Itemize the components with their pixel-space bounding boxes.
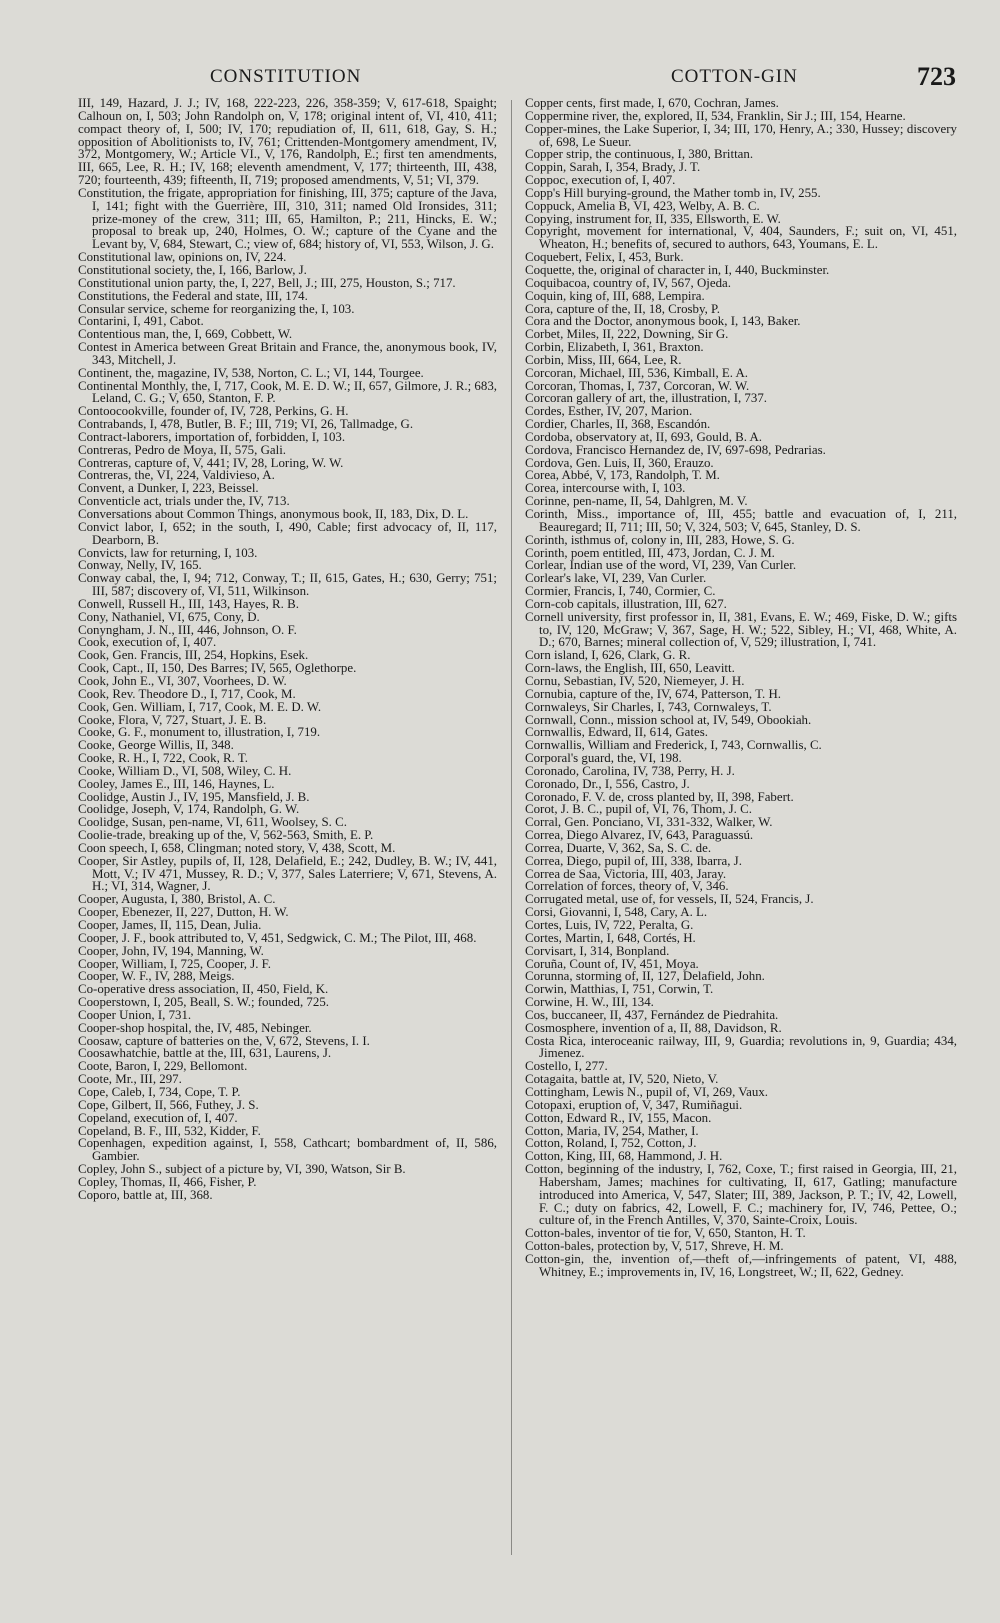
index-entry: Corral, Gen. Ponciano, VI, 331-332, Walker, W. bbox=[525, 815, 773, 830]
index-entry: Coote, Mr., III, 297. bbox=[78, 1072, 182, 1087]
index-entry: Cooper, John, IV, 194, Manning, W. bbox=[78, 943, 264, 958]
index-entry: Correa, Diego, pupil of, III, 338, Ibarra, J. bbox=[525, 853, 742, 868]
index-entry: Corrugated metal, use of, for vessels, II, 524, Francis, J. bbox=[525, 892, 814, 907]
index-entry: Cooperstown, I, 205, Beall, S. W.; founded, 725. bbox=[78, 995, 329, 1010]
index-entry: Continental Monthly, the, I, 717, Cook, M. E. D. W.; II, 657, Gilmore, J. R.; 683, Leland, C. G.; V, 650, Stanton, F. P. bbox=[78, 378, 497, 406]
index-entry: Convict labor, I, 652; in the south, I, 490, Cable; first advocacy of, II, 117, Dearborn, B. bbox=[78, 519, 497, 547]
index-entry: Coporo, battle at, III, 368. bbox=[78, 1187, 213, 1202]
index-entry: Convent, a Dunker, I, 223, Beissel. bbox=[78, 481, 259, 496]
index-entry: Coon speech, I, 658, Clingman; noted story, V, 438, Scott, M. bbox=[78, 840, 396, 855]
index-entry: Coruña, Count of, IV, 451, Moya. bbox=[525, 956, 699, 971]
index-entry: Corea, Abbé, V, 173, Randolph, T. M. bbox=[525, 468, 720, 483]
index-entry: Costello, I, 277. bbox=[525, 1059, 608, 1074]
index-entry: Contentious man, the, I, 669, Cobbett, W. bbox=[78, 327, 293, 342]
index-entry: Corvisart, I, 314, Bonpland. bbox=[525, 943, 670, 958]
index-entry: Corwine, H. W., III, 134. bbox=[525, 995, 654, 1010]
index-entry: Cotton, beginning of the industry, I, 762, Coxe, T.; first raised in Georgia, III, 21, Habersham, James; machines for cultivating, II, 617, Gatling; manufacture introduced into America, V, 547, Slater; III, 389, Jackson, P. T.; IV, 42, Lowell, F. C.; duty on fabrics, 42, Lowell, F. C.; machinery for, IV, 746, Pettee, O.; culture of, in the French Antilles, V, 370, Sainte-Croix, Louis. bbox=[525, 1162, 957, 1228]
index-entry: Cooper, William, I, 725, Cooper, J. F. bbox=[78, 956, 272, 971]
page-number: 723 bbox=[917, 62, 956, 91]
index-entry: Cotagaita, battle at, IV, 520, Nieto, V. bbox=[525, 1072, 719, 1087]
index-entry: Continent, the, magazine, IV, 538, Norton, C. L.; VI, 144, Tourgee. bbox=[78, 365, 424, 380]
index-entry: Contest in America between Great Britain and France, the, anonymous book, IV, 343, Mitchell, J. bbox=[78, 340, 497, 367]
index-entry: Cook, John E., VI, 307, Voorhees, D. W. bbox=[78, 673, 287, 688]
index-entry: Coolie-trade, breaking up of the, V, 562-563, Smith, E. P. bbox=[78, 828, 374, 843]
index-entry: Coosawhatchie, battle at the, III, 631, Laurens, J. bbox=[78, 1046, 332, 1061]
index-entry: Cornu, Sebastian, IV, 520, Niemeyer, J. H. bbox=[525, 673, 745, 688]
index-entry: Coppermine river, the, explored, II, 534, Franklin, Sir J.; III, 154, Hearne. bbox=[525, 108, 906, 123]
index-entry: Correa de Saa, Victoria, III, 403, Jaray. bbox=[525, 866, 727, 881]
index-entry: Copeland, B. F., III, 532, Kidder, F. bbox=[78, 1123, 261, 1138]
index-entry: Corcoran, Thomas, I, 737, Corcoran, W. W. bbox=[525, 378, 750, 393]
index-entry: Cordoba, observatory at, II, 693, Gould, B. A. bbox=[525, 429, 763, 444]
index-entry: Conway cabal, the, I, 94; 712, Conway, T.; II, 615, Gates, H.; 630, Gerry; 751; III, 587; discovery of, VI, 511, Wilkinson. bbox=[78, 571, 497, 599]
index-entry: Coppuck, Amelia B, VI, 423, Welby, A. B. C. bbox=[525, 198, 760, 213]
index-entry: Corwin, Matthias, I, 751, Corwin, T. bbox=[525, 982, 714, 997]
index-entry: Corlear's lake, VI, 239, Van Curler. bbox=[525, 571, 707, 586]
index-entry: Cordes, Esther, IV, 207, Marion. bbox=[525, 404, 693, 419]
index-entry: Co-operative dress association, II, 450, Field, K. bbox=[78, 982, 329, 997]
index-entry: Cosmosphere, invention of a, II, 88, Davidson, R. bbox=[525, 1020, 782, 1035]
index-entry: Copley, Thomas, II, 466, Fisher, P. bbox=[78, 1174, 257, 1189]
index-entry: Coolidge, Austin J., IV, 195, Mansfield, J. B. bbox=[78, 789, 310, 804]
index-entry: Conwell, Russell H., III, 143, Hayes, R. B. bbox=[78, 596, 299, 611]
index-entry: Contreras, the, VI, 224, Valdivieso, A. bbox=[78, 468, 275, 483]
index-entry: Contreras, Pedro de Moya, II, 575, Gali. bbox=[78, 442, 286, 457]
index-entry: Cooley, James E., III, 146, Haynes, L. bbox=[78, 776, 275, 791]
index-entry: Cottingham, Lewis N., pupil of, VI, 269, Vaux. bbox=[525, 1084, 769, 1099]
index-entry: Cooper, Augusta, I, 380, Bristol, A. C. bbox=[78, 892, 276, 907]
index-entry: Cornwall, Conn., mission school at, IV, 549, Obookiah. bbox=[525, 712, 812, 727]
index-entry: Correa, Diego Alvarez, IV, 643, Paraguassú. bbox=[525, 828, 754, 843]
index-entry: Cornwaleys, Sir Charles, I, 743, Cornwaleys, T. bbox=[525, 699, 772, 714]
index-entry: Corn-laws, the English, III, 650, Leavitt. bbox=[525, 661, 735, 676]
index-entry: Constitutions, the Federal and state, III, 174. bbox=[78, 288, 308, 303]
index-entry: Cooke, Flora, V, 727, Stuart, J. E. B. bbox=[78, 712, 267, 727]
index-entry: Cotton-bales, protection by, V, 517, Shreve, H. M. bbox=[525, 1239, 784, 1254]
index-entry: Correlation of forces, theory of, V, 346. bbox=[525, 879, 729, 894]
index-entry: Copyright, movement for international, V, 404, Saunders, F.; suit on, VI, 451, Wheaton, H.; benefits of, secured to authors, 643, Youmans, E. L. bbox=[525, 224, 957, 252]
index-entry: Cook, Gen. William, I, 717, Cook, M. E. D. W. bbox=[78, 699, 322, 714]
index-entry: Cooper-shop hospital, the, IV, 485, Nebinger. bbox=[78, 1020, 312, 1035]
left-index-column bbox=[78, 97, 497, 1202]
index-entry: Cooke, George Willis, II, 348. bbox=[78, 738, 234, 753]
index-entry: Contarini, I, 491, Cabot. bbox=[78, 314, 204, 329]
index-entry: III, 149, Hazard, J. J.; IV, 168, 222-223, 226, 358-359; V, 617-618, Spaight; Calhoun on, I, 503; John Randolph on, V, 178; original intent of, VI, 410, 411; compact theory of, I, 500; IV, 170; repudiation of, II, 611, 618, Gay, S. H.; opposition of Abolitionists to, IV, 761; Crittenden-Montgomery amendment, IV, 372, Montgomery, W.; Article VI., V, 176, Randolph, E.; first ten amendments, III, 665, Lee, R. H.; IV, 168; eleventh amendment, V, 177; thirteenth, III, 438, 720; fourteenth, 439; fifteenth, II, 719; proposed amendments, V, 51; VI, 379. bbox=[78, 96, 497, 188]
running-header bbox=[0, 62, 1000, 92]
header-right-term: COTTON-GIN bbox=[671, 66, 798, 87]
index-entry: Cornwallis, Edward, II, 614, Gates. bbox=[525, 725, 708, 740]
index-entry: Coquin, king of, III, 688, Lempira. bbox=[525, 288, 705, 303]
index-entry: Copp's Hill burying-ground, the Mather tomb in, IV, 255. bbox=[525, 185, 821, 200]
index-entry: Cotton-gin, the, invention of,—theft of,—infringements of patent, VI, 488, Whitney, E.; improvements in, IV, 16, Longstreet, W.; II, 622, Gedney. bbox=[525, 1251, 957, 1279]
index-entry: Corea, intercourse with, I, 103. bbox=[525, 481, 686, 496]
index-entry: Coronado, F. V. de, cross planted by, II, 398, Fabert. bbox=[525, 789, 794, 804]
index-entry: Cook, execution of, I, 407. bbox=[78, 635, 217, 650]
index-entry: Coquibacoa, country of, IV, 567, Ojeda. bbox=[525, 275, 731, 290]
index-entry: Coosaw, capture of batteries on the, V, 672, Stevens, I. I. bbox=[78, 1033, 370, 1048]
index-entry: Cooke, G. F., monument to, illustration, I, 719. bbox=[78, 725, 321, 740]
index-entry: Consular service, scheme for reorganizing the, I, 103. bbox=[78, 301, 355, 316]
index-entry: Cook, Rev. Theodore D., I, 717, Cook, M. bbox=[78, 686, 296, 701]
index-entry: Corinth, Miss., importance of, III, 455; battle and evacuation of, I, 211, Beauregard; II, 711; III, 50; V, 324, 503; V, 645, Stanley, D. S. bbox=[525, 507, 957, 534]
index-entry: Coronado, Dr., I, 556, Castro, J. bbox=[525, 776, 690, 791]
index-entry: Cora, capture of the, II, 18, Crosby, P. bbox=[525, 301, 720, 316]
header-left-term: CONSTITUTION bbox=[210, 66, 362, 87]
index-entry: Conventicle act, trials under the, IV, 713. bbox=[78, 494, 290, 509]
index-entry: Costa Rica, interoceanic railway, III, 9, Guardia; revolutions in, 9, Guardia; 434, Jimenez. bbox=[525, 1033, 957, 1061]
index-entry: Corporal's guard, the, VI, 198. bbox=[525, 751, 682, 766]
index-entry: Contrabands, I, 478, Butler, B. F.; III, 719; VI, 26, Tallmadge, G. bbox=[78, 417, 414, 432]
index-entry: Corcoran gallery of art, the, illustration, I, 737. bbox=[525, 391, 767, 406]
index-entry: Coolidge, Joseph, V, 174, Randolph, G. W. bbox=[78, 802, 300, 817]
index-entry: Coquebert, Felix, I, 453, Burk. bbox=[525, 250, 684, 265]
index-entry: Cornubia, capture of the, IV, 674, Patterson, T. H. bbox=[525, 686, 781, 701]
index-entry: Cordova, Francisco Hernandez de, IV, 697-698, Pedrarias. bbox=[525, 442, 826, 457]
index-entry: Conyngham, J. N., III, 446, Johnson, O. F. bbox=[78, 622, 297, 637]
index-entry: Convicts, law for returning, I, 103. bbox=[78, 545, 258, 560]
index-entry: Copeland, execution of, I, 407. bbox=[78, 1110, 238, 1125]
index-entry: Copper strip, the continuous, I, 380, Brittan. bbox=[525, 147, 754, 162]
index-entry: Constitutional society, the, I, 166, Barlow, J. bbox=[78, 262, 307, 277]
index-entry: Corinne, pen-name, II, 54, Dahlgren, M. V. bbox=[525, 494, 748, 509]
index-entry: Cotton, Maria, IV, 254, Mather, I. bbox=[525, 1123, 699, 1138]
index-entry: Corinth, poem entitled, III, 473, Jordan, C. J. M. bbox=[525, 545, 775, 560]
index-entry: Cook, Capt., II, 150, Des Barres; IV, 565, Oglethorpe. bbox=[78, 661, 357, 676]
index-entry: Corunna, storming of, II, 127, Delafield, John. bbox=[525, 969, 765, 984]
index-entry: Copper cents, first made, I, 670, Cochran, James. bbox=[525, 96, 779, 110]
index-entry: Copying, instrument for, II, 335, Ellsworth, E. W. bbox=[525, 211, 781, 226]
index-entry: Cook, Gen. Francis, III, 254, Hopkins, Esek. bbox=[78, 648, 309, 663]
index-entry: Corinth, isthmus of, colony in, III, 283, Howe, S. G. bbox=[525, 532, 795, 547]
index-entry: Corcoran, Michael, III, 536, Kimball, E. A. bbox=[525, 365, 749, 380]
index-entry: Cooper, Ebenezer, II, 227, Dutton, H. W. bbox=[78, 905, 289, 920]
index-entry: Cotton, King, III, 68, Hammond, J. H. bbox=[525, 1149, 723, 1164]
index-entry: Constitution, the frigate, appropriation for finishing, III, 375; capture of the Java, I, 141; fight with the Guerrière, III, 310, 311; named Old Ironsides, 311; prize-money of the crew, 311; III, 65, Hamilton, P.; 211, Hincks, E. W.; proposal to break up, 240, Holmes, O. W.; capture of the Cyane and the Levant by, V, 684, Stewart, C.; view of, 684; history of, VI, 553, Wilson, J. G. bbox=[78, 185, 497, 252]
index-entry: Contreras, capture of, V, 441; IV, 28, Loring, W. W. bbox=[78, 455, 344, 470]
index-entry: Coronado, Carolina, IV, 738, Perry, H. J. bbox=[525, 763, 735, 778]
index-entry: Cornell university, first professor in, II, 381, Evans, E. W.; 469, Fiske, D. W.; gifts to, IV, 120, McGraw; V, 367, Sage, H. W.; 522, Sibley, H.; VI, 468, White, A. D.; 670, Barnes; mineral collection of, V, 529; illustration, I, 741. bbox=[525, 609, 957, 650]
index-entry: Cornwallis, William and Frederick, I, 743, Cornwallis, C. bbox=[525, 738, 822, 753]
index-entry: Corbin, Miss, III, 664, Lee, R. bbox=[525, 352, 682, 367]
index-entry: Cooke, R. H., I, 722, Cook, R. T. bbox=[78, 751, 248, 766]
index-entry: Cos, buccaneer, II, 437, Fernández de Piedrahita. bbox=[525, 1007, 779, 1022]
index-entry: Cordova, Gen. Luis, II, 360, Erauzo. bbox=[525, 455, 714, 470]
index-entry: Cooper, Sir Astley, pupils of, II, 128, Delafield, E.; 242, Dudley, B. W.; IV, 441, Mott, V.; IV 471, Mussey, R. D.; V, 377, Sales Laterriere; V, 671, Stevens, A. H.; VI, 314, Wagner, J. bbox=[78, 853, 497, 894]
index-entry: Conway, Nelly, IV, 165. bbox=[78, 558, 202, 573]
index-entry: Contoocookville, founder of, IV, 728, Perkins, G. H. bbox=[78, 404, 349, 419]
index-entry: Coppoc, execution of, I, 407. bbox=[525, 173, 676, 188]
index-entry: Constitutional union party, the, I, 227, Bell, J.; III, 275, Houston, S.; 717. bbox=[78, 275, 456, 290]
index-entry: Corbin, Elizabeth, I, 361, Braxton. bbox=[525, 340, 704, 355]
index-entry: Copley, John S., subject of a picture by, VI, 390, Watson, Sir B. bbox=[78, 1162, 406, 1177]
index-entry: Cortes, Luis, IV, 722, Peralta, G. bbox=[525, 918, 694, 932]
index-entry: Copenhagen, expedition against, I, 558, Cathcart; bombardment of, II, 586, Gambier. bbox=[78, 1136, 497, 1164]
column-divider bbox=[511, 100, 512, 1555]
index-entry: Corn island, I, 626, Clark, G. R. bbox=[525, 648, 691, 663]
index-entry: Conversations about Common Things, anonymous book, II, 183, Dix, D. L. bbox=[78, 507, 469, 521]
index-entry: Cotton, Roland, I, 752, Cotton, J. bbox=[525, 1136, 697, 1151]
index-entry: Corsi, Giovanni, I, 548, Cary, A. L. bbox=[525, 905, 708, 920]
index-entry: Cooke, William D., VI, 508, Wiley, C. H. bbox=[78, 763, 292, 778]
index-entry: Coppin, Sarah, I, 354, Brady, J. T. bbox=[525, 160, 701, 175]
index-entry: Cooper Union, I, 731. bbox=[78, 1007, 192, 1022]
index-entry: Cooper, W. F., IV, 288, Meigs. bbox=[78, 969, 235, 984]
index-entry: Correa, Duarte, V, 362, Sa, S. C. de. bbox=[525, 840, 712, 855]
index-entry: Cony, Nathaniel, VI, 675, Cony, D. bbox=[78, 609, 260, 624]
index-entry: Corlear, Indian use of the word, VI, 239, Van Curler. bbox=[525, 558, 797, 573]
index-entry: Cooper, J. F., book attributed to, V, 451, Sedgwick, C. M.; The Pilot, III, 468. bbox=[78, 930, 477, 945]
right-index-column bbox=[525, 97, 957, 1279]
index-entry: Copper-mines, the Lake Superior, I, 34; III, 170, Henry, A.; 330, Hussey; discovery of, 698, Le Sueur. bbox=[525, 121, 957, 149]
index-entry: Corn-cob capitals, illustration, III, 627. bbox=[525, 596, 727, 611]
index-entry: Coolidge, Susan, pen-name, VI, 611, Woolsey, S. C. bbox=[78, 815, 347, 830]
index-entry: Cope, Caleb, I, 734, Cope, T. P. bbox=[78, 1084, 241, 1099]
index-entry: Contract-laborers, importation of, forbidden, I, 103. bbox=[78, 429, 346, 444]
index-entry: Corot, J. B. C., pupil of, VI, 76, Thom, J. C. bbox=[525, 802, 752, 817]
index-entry: Cooper, James, II, 115, Dean, Julia. bbox=[78, 918, 262, 932]
index-entry: Cordier, Charles, II, 368, Escandón. bbox=[525, 417, 711, 432]
index-entry: Coquette, the, original of character in, I, 440, Buckminster. bbox=[525, 262, 830, 277]
index-entry: Cotopaxi, eruption of, V, 347, Rumiñagui. bbox=[525, 1097, 743, 1112]
index-entry: Cortes, Martin, I, 648, Cortés, H. bbox=[525, 930, 696, 945]
index-entry: Cormier, Francis, I, 740, Cormier, C. bbox=[525, 584, 716, 599]
index-entry: Coote, Baron, I, 229, Bellomont. bbox=[78, 1059, 248, 1074]
index-entry: Cope, Gilbert, II, 566, Futhey, J. S. bbox=[78, 1097, 259, 1112]
index-entry: Cora and the Doctor, anonymous book, I, 143, Baker. bbox=[525, 314, 801, 329]
index-entry: Cotton, Edward R., IV, 155, Macon. bbox=[525, 1110, 712, 1125]
index-entry: Cotton-bales, inventor of tie for, V, 650, Stanton, H. T. bbox=[525, 1226, 806, 1241]
index-entry: Constitutional law, opinions on, IV, 224. bbox=[78, 250, 287, 265]
index-entry: Corbet, Miles, II, 222, Downing, Sir G. bbox=[525, 327, 729, 342]
